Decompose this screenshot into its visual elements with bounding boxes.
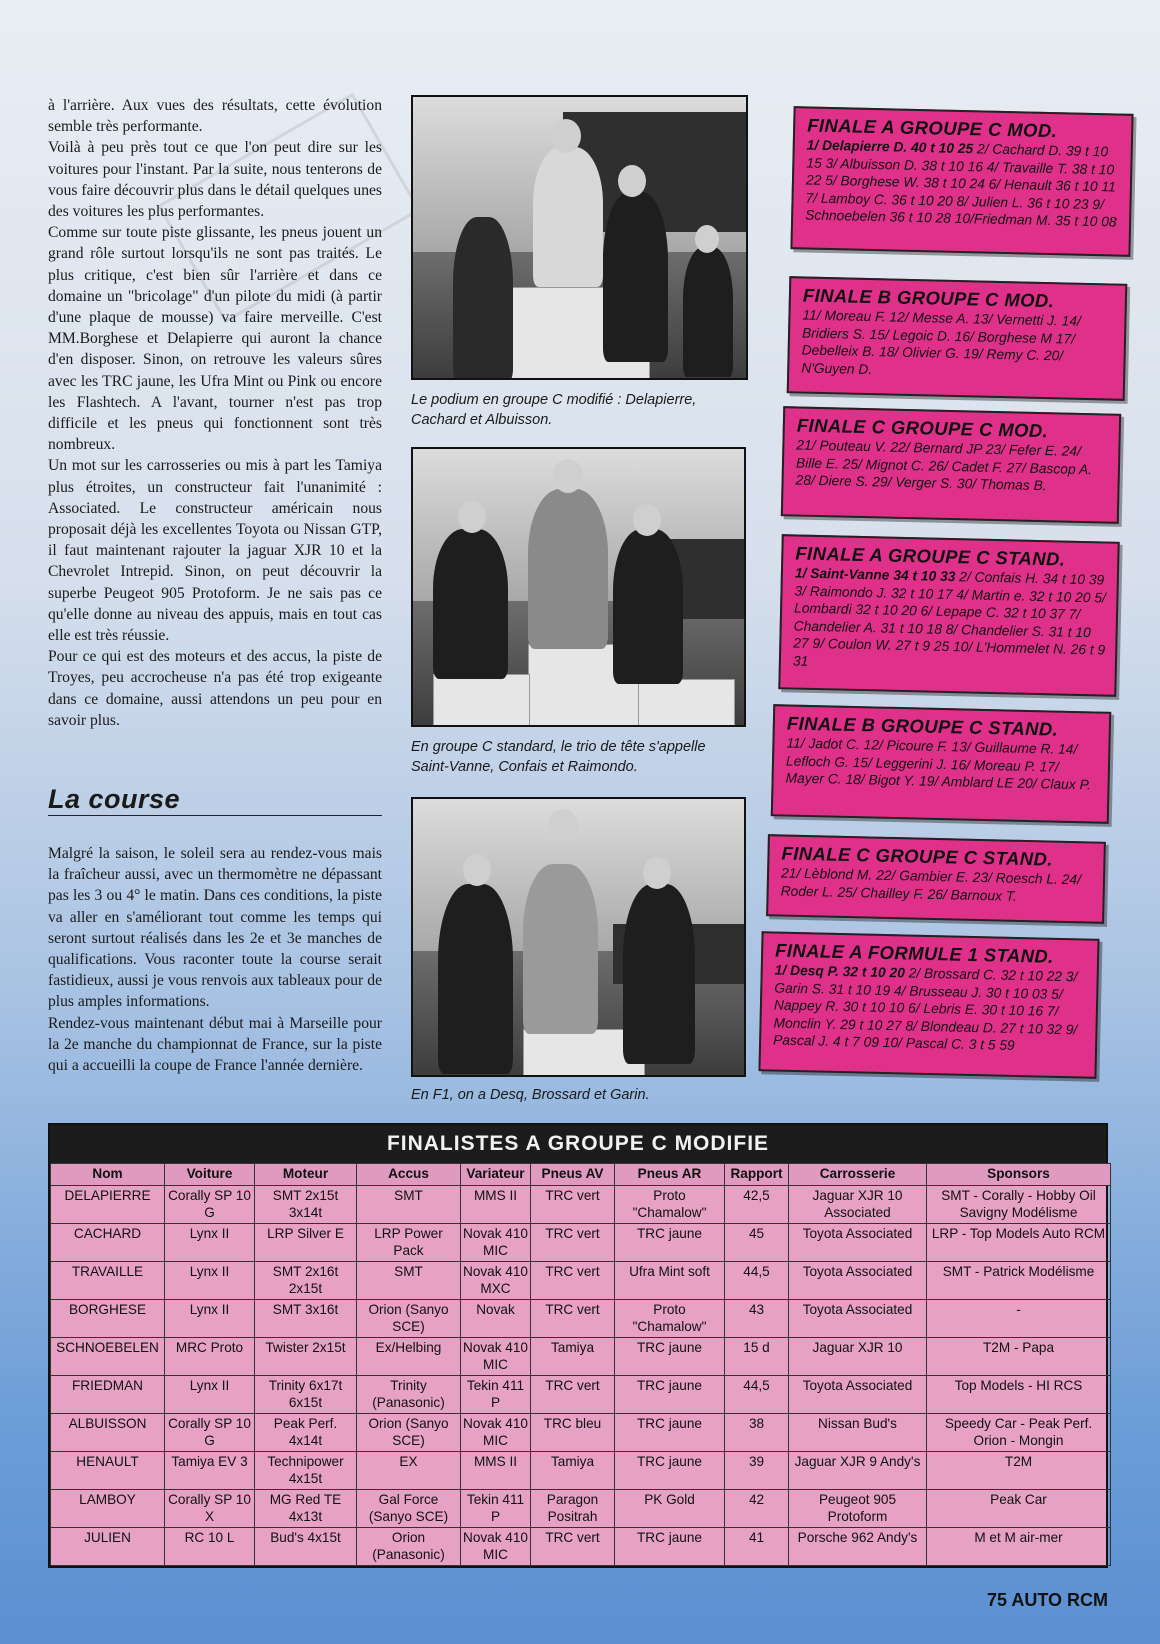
table-cell: TRC vert: [531, 1262, 615, 1300]
paragraph: Voilà à peu près tout ce que l'on peut dire sur les voitures pour l'instant. Par la suite, nous tenterons de vous faire découvrir plus dans le détail quelques unes des voitures les plus performantes.: [48, 139, 382, 221]
table-cell: Toyota Associated: [789, 1262, 927, 1300]
table-cell: SMT - Corally - Hobby Oil Savigny Modélisme: [927, 1186, 1111, 1224]
table-cell: Peak Car: [927, 1490, 1111, 1528]
table-cell: TRC bleu: [531, 1414, 615, 1452]
table-cell: TRC vert: [531, 1300, 615, 1338]
result-list: 11/ Moreau F. 12/ Messe A. 13/ Vernetti J. 14/ Bridiers S. 15/ Legoic D. 16/ Borghese M 17/ Debelleix B. 18/ Olivier G. 19/ Remy C. 20/ N'Guyen D.: [801, 307, 1081, 377]
table-cell: Orion (Sanyo SCE): [357, 1414, 461, 1452]
table-cell: T2M: [927, 1452, 1111, 1490]
table-cell: Trinity 6x17t 6x15t: [255, 1376, 357, 1414]
table-cell: LAMBOY: [51, 1490, 165, 1528]
result-box-finale-a-groupe-c-stand: [778, 534, 1119, 697]
table-cell: Novak 410 MIC: [461, 1414, 531, 1452]
table-cell: Jaguar XJR 10: [789, 1338, 927, 1376]
section-heading: [48, 784, 382, 816]
table-cell: Novak 410 MIC: [461, 1528, 531, 1566]
table-cell: Tamiya: [531, 1338, 615, 1376]
table-row: [51, 1414, 1111, 1452]
paragraph: Rendez-vous maintenant début mai à Marseille pour la 2e manche du championnat de France, sur la piste qui a accueilli la coupe de France l'année dernière.: [48, 1014, 382, 1075]
table-cell: Porsche 962 Andy's: [789, 1528, 927, 1566]
table-cell: 41: [725, 1528, 789, 1566]
table-cell: Toyota Associated: [789, 1376, 927, 1414]
table-cell: SMT: [357, 1186, 461, 1224]
table-cell: Toyota Associated: [789, 1224, 927, 1262]
result-box-finale-a-groupe-c-mod: [790, 106, 1133, 257]
table-cell: 42: [725, 1490, 789, 1528]
article-text-bottom: [48, 843, 382, 1076]
table-cell: JULIEN: [51, 1528, 165, 1566]
table-cell: Tamiya EV 3: [165, 1452, 255, 1490]
table-cell: Tamiya: [531, 1452, 615, 1490]
podium-photo-f1: [411, 797, 746, 1077]
column-header: Nom: [51, 1164, 165, 1186]
table-cell: Twister 2x15t: [255, 1338, 357, 1376]
table-row: [51, 1490, 1111, 1528]
finalists-grid: [50, 1163, 1111, 1566]
table-cell: Jaguar XJR 9 Andy's: [789, 1452, 927, 1490]
table-cell: ALBUISSON: [51, 1414, 165, 1452]
result-list: 2/ Cachard D. 39 t 10 15 3/ Albuisson D. 38 t 10 16 4/ Travaille T. 38 t 10 22 5/ Borghese W. 38 t 10 24 6/ Henault 36 t 10 11 7/ Lamboy C. 36 t 10 20 8/ Julien L. 36 t 10 23 9/ Schnoebelen 36 t 10 28 10/Friedman M. 35 t 10 08: [805, 141, 1117, 230]
table-row: [51, 1528, 1111, 1566]
column-header: Rapport: [725, 1164, 789, 1186]
table-cell: Novak 410 MIC: [461, 1224, 531, 1262]
result-list: 2/ Brossard C. 32 t 10 22 3/ Garin S. 31 t 10 19 4/ Brusseau J. 30 t 10 03 5/ Nappey R. 30 t 10 10 6/ Lebris E. 30 t 10 16 7/ Monclin Y. 29 t 10 27 8/ Blondeau D. 27 t 10 32 9/ Pascal J. 4 t 7 09 10/ Pascal C. 3 t 5 59: [772, 965, 1078, 1053]
table-cell: Peugeot 905 Protoform: [789, 1490, 927, 1528]
result-title: FINALE B GROUPE C STAND.: [786, 712, 1059, 740]
column-header: Pneus AR: [615, 1164, 725, 1186]
table-cell: Lynx II: [165, 1262, 255, 1300]
table-cell: Tekin 411 P: [461, 1490, 531, 1528]
table-cell: DELAPIERRE: [51, 1186, 165, 1224]
column-header: Variateur: [461, 1164, 531, 1186]
table-cell: TRC vert: [531, 1528, 615, 1566]
table-cell: -: [927, 1300, 1111, 1338]
table-cell: Paragon Positrah: [531, 1490, 615, 1528]
table-row: [51, 1376, 1111, 1414]
table-cell: SMT 2x15t 3x14t: [255, 1186, 357, 1224]
photo-caption: En groupe C standard, le trio de tête s'appelle Saint-Vanne, Confais et Raimondo.: [411, 739, 706, 775]
table-cell: TRC jaune: [615, 1224, 725, 1262]
result-winner: 1/ Saint-Vanne 34 t 10 33: [794, 565, 956, 585]
table-row: [51, 1186, 1111, 1224]
table-row: [51, 1452, 1111, 1490]
paragraph: Un mot sur les carrosseries ou mis à part les Tamiya plus étroites, un constructeur fait l'unanimité : Associated. Le constructeur américain nous proposait déjà les excellentes Toyota ou Nissan GTP, il faut maintenant rajouter la jaguar XJR 10 et la Chevrolet Intrepid. Sinon, on peut découvrir la superbe Peugeot 905 Protoform. Je ne sais pas ce qu'elle donne au niveau des appuis, mais en tout cas elle est très réussie.: [48, 457, 382, 645]
table-header-row: [51, 1164, 1111, 1186]
table-cell: Ex/Helbing: [357, 1338, 461, 1376]
table-cell: 44,5: [725, 1376, 789, 1414]
table-cell: SMT 2x16t 2x15t: [255, 1262, 357, 1300]
result-title: FINALE A GROUPE C STAND.: [795, 542, 1066, 570]
table-cell: LRP Silver E: [255, 1224, 357, 1262]
result-title: FINALE C GROUPE C STAND.: [781, 842, 1054, 870]
table-cell: Toyota Associated: [789, 1300, 927, 1338]
paragraph: Malgré la saison, le soleil sera au rendez-vous mais la fraîcheur aussi, avec un thermomètre ne dépassant pas les 3 ou 4° le matin. Dans ces conditions, la piste va aller en s'améliorant tout comme les temps qui seront surtout réalisés dans les 2e et 3e manches de qualifications. Vous raconter toute la course serait fastidieux, aussi je vous renvois aux tableaux pour de plus amples informations.: [48, 845, 382, 1011]
table-cell: FRIEDMAN: [51, 1376, 165, 1414]
table-row: [51, 1224, 1111, 1262]
paragraph: Comme sur toute piste glissante, les pneus jouent un grand rôle surtout lorsqu'ils ne sont pas traités. Le plus critique, c'est bien sûr l'arrière et dans ce domaine un "bricolage" d'un pilote du midi (à partir d'une plaque de mousse) va faire merveille. C'est MM.Borghese et Delapierre qui auront la chance d'en disposer. Sinon, on retrouve les valeurs sûres avec les TRC jaune, les Ufra Mint ou Pink ou encore les Flashtech. A l'avant, tourner n'est pas trop difficile et les pneus qui fonctionnent sont très nombreux.: [48, 224, 382, 454]
result-list: 2/ Confais H. 34 t 10 39 3/ Raimondo J. 32 t 10 17 4/ Martin e. 32 t 10 20 5/ Lombardi 32 t 10 20 6/ Lepape C. 32 t 10 37 7/ Chandelier A. 31 t 10 18 8/ Chandelier S. 31 t 10 27 9/ Coulon W. 27 t 9 25 10/ L'Hommelet N. 26 t 9 31: [792, 569, 1107, 669]
photo-caption: En F1, on a Desq, Brossard et Garin.: [411, 1087, 650, 1103]
table-cell: TRC vert: [531, 1376, 615, 1414]
table-cell: Lynx II: [165, 1224, 255, 1262]
table-cell: Top Models - HI RCS: [927, 1376, 1111, 1414]
podium-photo-group-c-modified: [411, 95, 748, 380]
table-cell: TRC jaune: [615, 1414, 725, 1452]
podium-photo-group-c-standard: [411, 447, 746, 727]
table-cell: Proto "Chamalow": [615, 1186, 725, 1224]
table-cell: Jaguar XJR 10 Associated: [789, 1186, 927, 1224]
table-cell: TRC jaune: [615, 1452, 725, 1490]
result-box-finale-c-groupe-c-mod: [781, 406, 1121, 524]
table-title: FINALISTES A GROUPE C MODIFIE: [50, 1125, 1106, 1163]
table-cell: Orion (Panasonic): [357, 1528, 461, 1566]
table-cell: TRC jaune: [615, 1528, 725, 1566]
finalists-table: [48, 1123, 1108, 1568]
result-title: FINALE C GROUPE C MOD.: [796, 414, 1049, 442]
table-cell: 42,5: [725, 1186, 789, 1224]
table-cell: PK Gold: [615, 1490, 725, 1528]
table-cell: MRC Proto: [165, 1338, 255, 1376]
table-cell: BORGHESE: [51, 1300, 165, 1338]
table-cell: T2M - Papa: [927, 1338, 1111, 1376]
result-box-finale-b-groupe-c-stand: [771, 704, 1111, 824]
table-cell: Novak: [461, 1300, 531, 1338]
table-cell: Lynx II: [165, 1300, 255, 1338]
result-title: FINALE A GROUPE C MOD.: [807, 114, 1058, 142]
table-cell: Ufra Mint soft: [615, 1262, 725, 1300]
section-heading-text: La course: [48, 784, 181, 814]
table-row: [51, 1338, 1111, 1376]
result-winner: 1/ Delapierre D. 40 t 10 25: [806, 137, 974, 157]
table-cell: MMS II: [461, 1186, 531, 1224]
result-list: 21/ Pouteau V. 22/ Bernard JP 23/ Fefer E. 24/ Bille E. 25/ Mignot C. 26/ Cadet F. 27/ Bascop A. 28/ Diere S. 29/ Verger S. 30/ Thomas B.: [795, 437, 1093, 494]
table-cell: Gal Force (Sanyo SCE): [357, 1490, 461, 1528]
table-cell: Peak Perf. 4x14t: [255, 1414, 357, 1452]
table-cell: TRC jaune: [615, 1338, 725, 1376]
table-cell: Trinity (Panasonic): [357, 1376, 461, 1414]
column-header: Moteur: [255, 1164, 357, 1186]
table-row: [51, 1262, 1111, 1300]
table-cell: MMS II: [461, 1452, 531, 1490]
table-cell: 43: [725, 1300, 789, 1338]
column-header: Pneus AV: [531, 1164, 615, 1186]
table-cell: Lynx II: [165, 1376, 255, 1414]
table-cell: Corally SP 10 X: [165, 1490, 255, 1528]
table-cell: Novak 410 MXC: [461, 1262, 531, 1300]
result-box-finale-b-groupe-c-mod: [787, 276, 1128, 401]
result-box-finale-a-formule-1-stand: [758, 931, 1099, 1079]
table-cell: 39: [725, 1452, 789, 1490]
table-cell: Orion (Sanyo SCE): [357, 1300, 461, 1338]
table-cell: LRP Power Pack: [357, 1224, 461, 1262]
article-text-top: [48, 95, 382, 731]
table-cell: Proto "Chamalow": [615, 1300, 725, 1338]
table-cell: Nissan Bud's: [789, 1414, 927, 1452]
table-cell: 44,5: [725, 1262, 789, 1300]
paragraph: Pour ce qui est des moteurs et des accus, la piste de Troyes, peu accrocheuse n'a pas été trop exigeante dans ce domaine, aussi attendons un peu pour en savoir plus.: [48, 648, 382, 729]
table-cell: Bud's 4x15t: [255, 1528, 357, 1566]
table-row: [51, 1300, 1111, 1338]
table-cell: LRP - Top Models Auto RCM: [927, 1224, 1111, 1262]
table-cell: SMT 3x16t: [255, 1300, 357, 1338]
photo-caption: Le podium en groupe C modifié : Delapierre, Cachard et Albuisson.: [411, 392, 697, 428]
result-winner: 1/ Desq P. 32 t 10 20: [774, 962, 906, 981]
result-list: 11/ Jadot C. 12/ Picoure F. 13/ Guillaume R. 14/ Lefloch G. 15/ Leggerini J. 16/ Moreau P. 17/ Mayer C. 18/ Bigot Y. 19/ Amblard LE 20/ Claux P.: [785, 735, 1091, 793]
table-cell: CACHARD: [51, 1224, 165, 1262]
table-cell: 45: [725, 1224, 789, 1262]
table-cell: TRC vert: [531, 1186, 615, 1224]
table-cell: M et M air-mer: [927, 1528, 1111, 1566]
result-list: 21/ Lèblond M. 22/ Gambier E. 23/ Roesch L. 24/ Roder L. 25/ Chailley F. 26/ Barnoux T.: [780, 865, 1082, 904]
table-cell: TRAVAILLE: [51, 1262, 165, 1300]
table-cell: TRC vert: [531, 1224, 615, 1262]
table-cell: TRC jaune: [615, 1376, 725, 1414]
column-header: Carrosserie: [789, 1164, 927, 1186]
paragraph: à l'arrière. Aux vues des résultats, cette évolution semble très performante.: [48, 97, 382, 136]
table-cell: Corally SP 10 G: [165, 1186, 255, 1224]
result-title: FINALE A FORMULE 1 STAND.: [774, 939, 1054, 967]
result-box-finale-c-groupe-c-stand: [766, 834, 1106, 924]
table-cell: SMT: [357, 1262, 461, 1300]
table-cell: Speedy Car - Peak Perf. Orion - Mongin: [927, 1414, 1111, 1452]
result-title: FINALE B GROUPE C MOD.: [802, 284, 1055, 312]
column-header: Accus: [357, 1164, 461, 1186]
table-cell: Novak 410 MIC: [461, 1338, 531, 1376]
table-cell: MG Red TE 4x13t: [255, 1490, 357, 1528]
table-cell: Tekin 411 P: [461, 1376, 531, 1414]
table-cell: SCHNOEBELEN: [51, 1338, 165, 1376]
table-cell: HENAULT: [51, 1452, 165, 1490]
table-cell: 38: [725, 1414, 789, 1452]
column-header: Sponsors: [927, 1164, 1111, 1186]
table-cell: Technipower 4x15t: [255, 1452, 357, 1490]
table-cell: Corally SP 10 G: [165, 1414, 255, 1452]
table-cell: SMT - Patrick Modélisme: [927, 1262, 1111, 1300]
page-footer: 75 AUTO RCM: [986, 1590, 1108, 1610]
table-cell: EX: [357, 1452, 461, 1490]
table-cell: RC 10 L: [165, 1528, 255, 1566]
column-header: Voiture: [165, 1164, 255, 1186]
table-cell: 15 d: [725, 1338, 789, 1376]
